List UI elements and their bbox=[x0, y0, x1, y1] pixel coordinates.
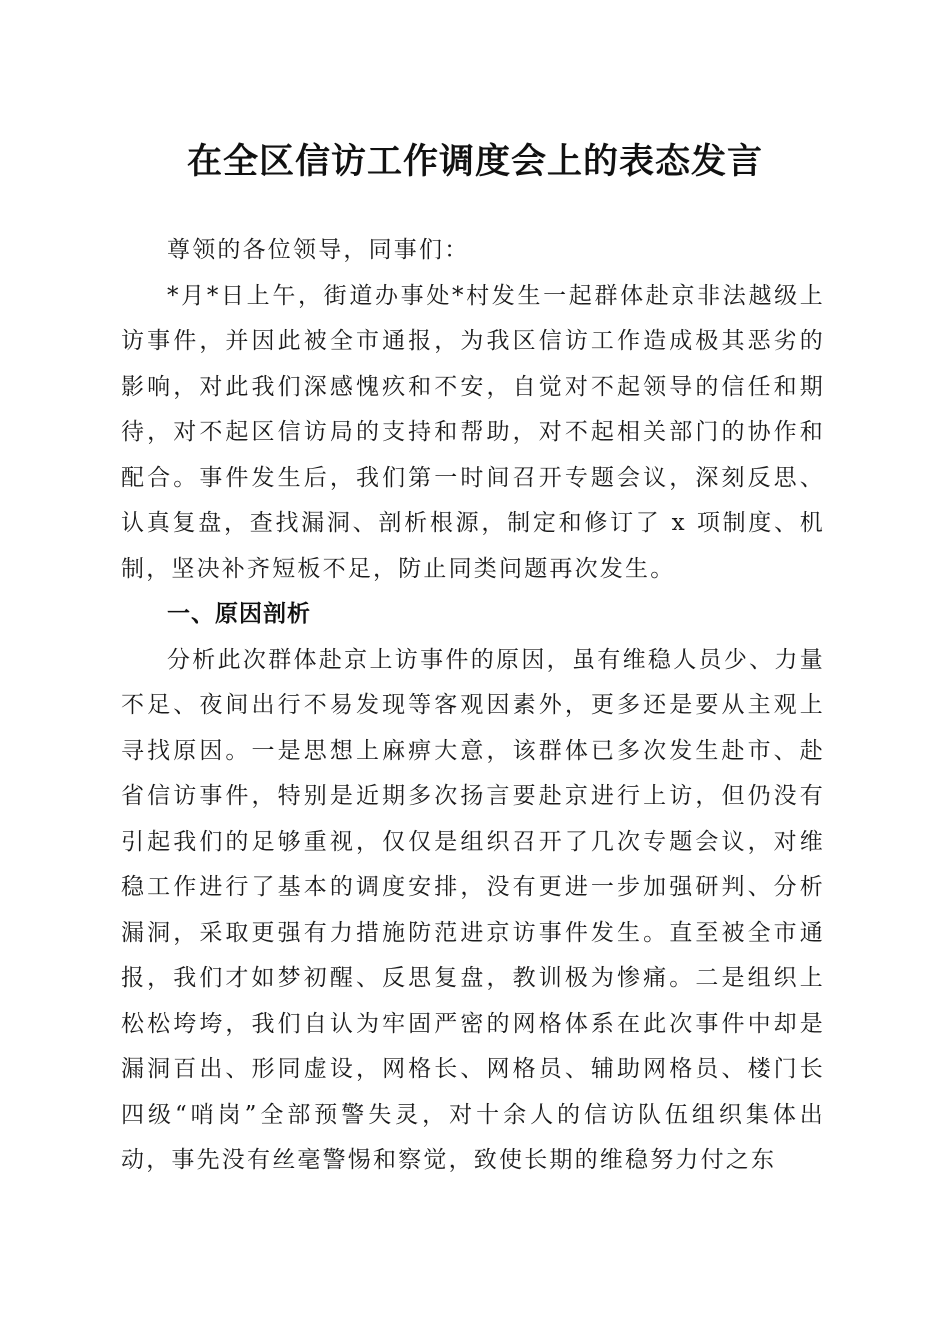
document-body bbox=[121, 228, 825, 1184]
salutation: 尊领的各位领导，同事们： bbox=[167, 237, 470, 263]
section-heading-cause-analysis: 一、原因剖析 bbox=[167, 601, 311, 627]
paragraph-cause-analysis: 分析此次群体赴京上访事件的原因，虽有维稳人员少、力量不足、夜间出行不易发现等客观因素外，更多还是要从主观上寻找原因。一是思想上麻痹大意，该群体已多次发生赴市、赴省信访事件，特别是近期多次扬言要赴京进行上访，但仍没有引起我们的足够重视，仅仅是组织召开了几次专题会议，对维稳工作进行了基本的调度安排，没有更进一步加强研判、分析漏洞，采取更强有力措施防范进京访事件发生。直至被全市通报，我们才如梦初醒、反思复盘，教训极为惨痛。二是组织上松松垮垮，我们自认为牢固严密的网格体系在此次事件中却是漏洞百出、形同虚设，网格长、网格员、辅助网格员、楼门长四级“哨岗”全部预警失灵，对十余人的信访队伍组织集体出动，事先没有丝毫警惕和察觉，致使长期的维稳努力付之东 bbox=[121, 646, 825, 1173]
document-title: 在全区信访工作调度会上的表态发言 bbox=[186, 141, 763, 182]
paragraph-intro: *月*日上午，街道办事处*村发生一起群体赴京非法越级上访事件，并因此被全市通报，为我区信访工作造成极其恶劣的影响，对此我们深感愧疚和不安，自觉对不起领导的信任和期待，对不起区信访局的支持和帮助，对不起相关部门的协作和配合。事件发生后，我们第一时间召开专题会议，深刻反思、认真复盘，查找漏洞、剖析根源，制定和修订了 x 项制度、机制，坚决补齐短板不足，防止同类问题再次发生。 bbox=[121, 282, 825, 582]
